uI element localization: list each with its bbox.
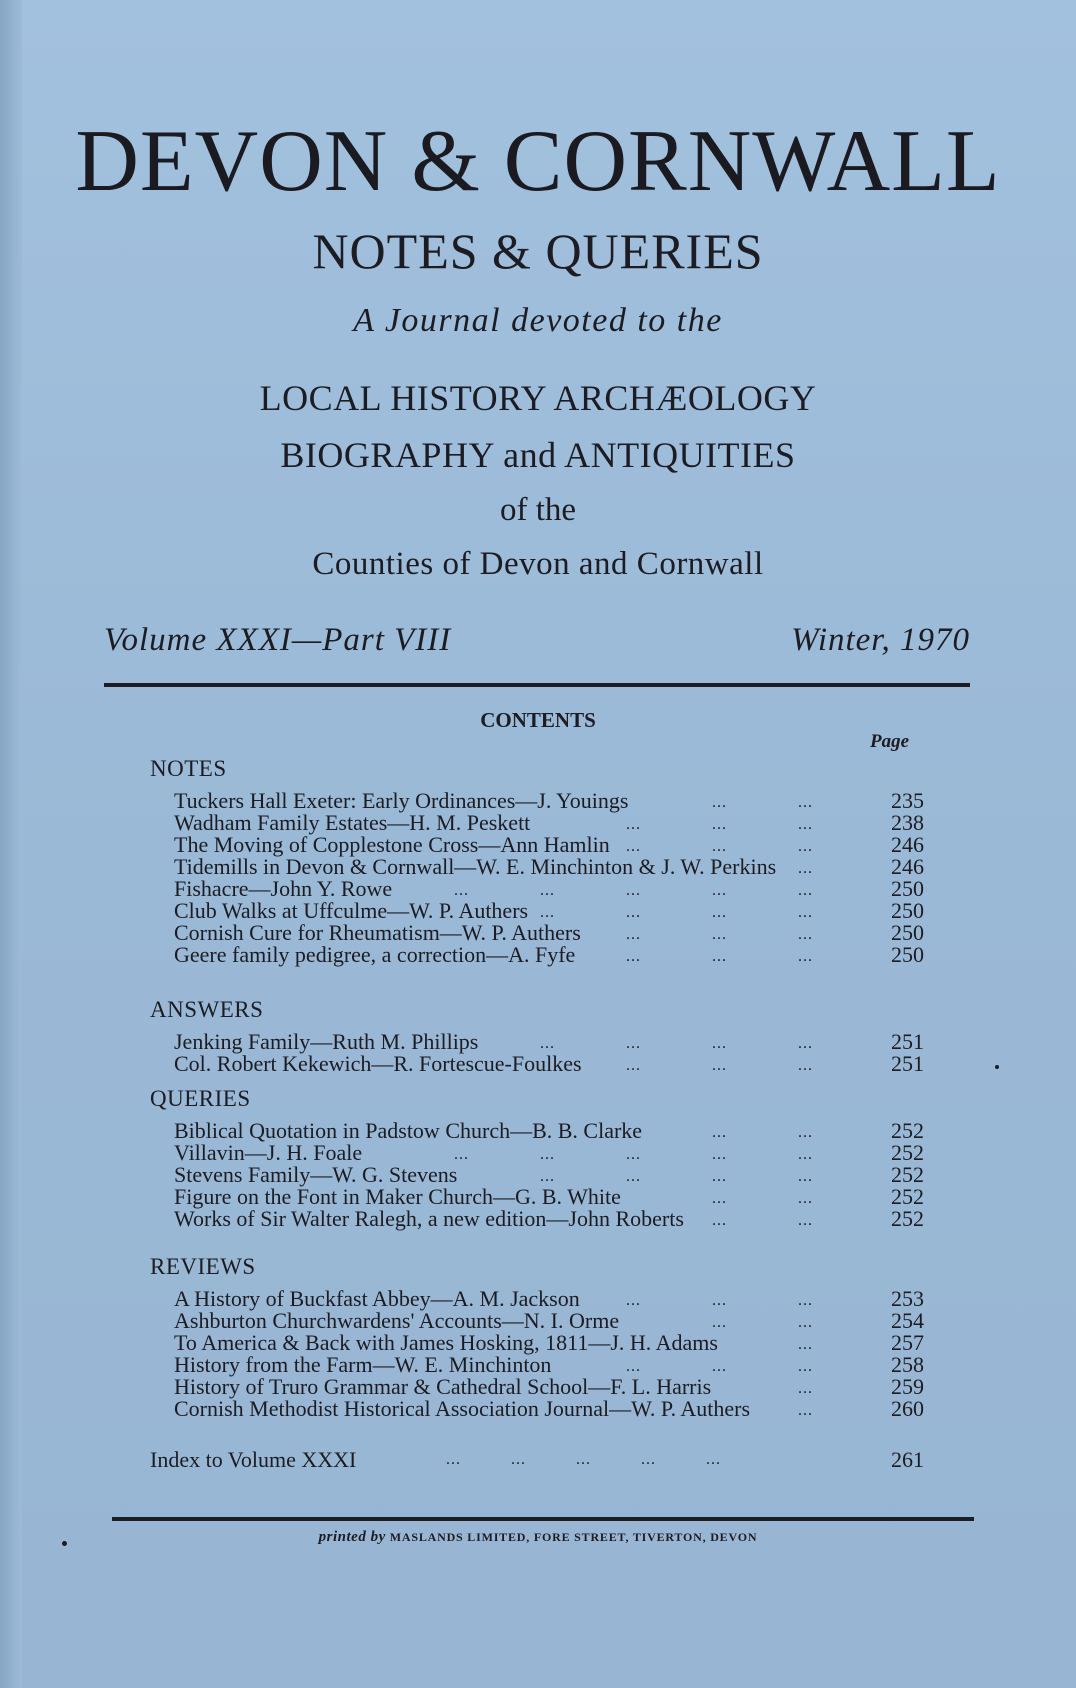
entry-title: History of Truro Grammar & Cathedral School—F. L. Harris: [174, 1374, 712, 1399]
contents-entry: Cornish Methodist Historical Association Journal—W. P. Authers ... 260: [174, 1396, 924, 1421]
entry-title: Ashburton Churchwardens' Accounts—N. I. Orme: [174, 1308, 620, 1333]
entry-page-number: 258: [891, 1352, 924, 1377]
entry-page-number: 252: [891, 1118, 924, 1143]
entry-page-number: 254: [891, 1308, 924, 1333]
contents-entry: Works of Sir Walter Ralegh, a new edition—John Roberts ... ... 252: [174, 1206, 924, 1231]
entry-page-number: 250: [891, 898, 924, 923]
contents-entry: Jenking Family—Ruth M. Phillips ... ... ... ... 251: [174, 1029, 924, 1054]
entry-page-number: 251: [891, 1051, 924, 1076]
contents-entry: Tidemills in Devon & Cornwall—W. E. Minchinton & J. W. Perkins ... 246: [174, 854, 924, 879]
entry-title: Fishacre—John Y. Rowe: [174, 876, 393, 901]
entry-page-number: 257: [891, 1330, 924, 1355]
section-title-answers: ANSWERS: [150, 997, 264, 1022]
entry-title: Figure on the Font in Maker Church—G. B. White: [174, 1184, 621, 1209]
index-entry-leader: ... ... ... ... ...: [446, 1451, 721, 1468]
entry-title: Tuckers Hall Exeter: Early Ordinances—J. Youings: [174, 788, 629, 813]
journal-subtitle: NOTES & QUERIES: [312, 223, 764, 279]
contents-entry: Biblical Quotation in Padstow Church—B. B. Clarke ... ... 252: [174, 1118, 924, 1143]
entry-title: Geere family pedigree, a correction—A. Fyfe: [174, 942, 576, 967]
contents-entry: Ashburton Churchwardens' Accounts—N. I. Orme ... ... 254: [174, 1308, 924, 1333]
section-title-queries: QUERIES: [150, 1086, 251, 1111]
contents-entry: Wadham Family Estates—H. M. Peskett ... ... ... 238: [174, 810, 924, 835]
blurb-line-2: LOCAL HISTORY ARCHÆOLOGY: [259, 378, 817, 418]
entry-page-number: 251: [891, 1029, 924, 1054]
entry-title: Cornish Methodist Historical Association Journal—W. P. Authers: [174, 1396, 751, 1421]
entry-title: Works of Sir Walter Ralegh, a new edition—John Roberts: [174, 1206, 684, 1231]
ink-speck: [62, 1541, 67, 1546]
entry-page-number: 250: [891, 942, 924, 967]
entry-page-number: 252: [891, 1140, 924, 1165]
contents-entry: To America & Back with James Hosking, 1811—J. H. Adams ... 257: [174, 1330, 924, 1355]
contents-entry: Stevens Family—W. G. Stevens ... ... ... ... 252: [174, 1162, 924, 1187]
entry-page-number: 246: [891, 832, 924, 857]
section-title-reviews: REVIEWS: [150, 1254, 256, 1279]
entry-page-number: 253: [891, 1286, 924, 1311]
index-entry-text: Index to Volume XXXI: [150, 1447, 357, 1472]
contents-entry: Fishacre—John Y. Rowe ... ... ... ... ... 250: [174, 876, 924, 901]
entry-page-number: 260: [891, 1396, 924, 1421]
index-entry: [150, 1448, 924, 1472]
entry-title: History from the Farm—W. E. Minchinton: [174, 1352, 552, 1377]
printer-name: MASLANDS LIMITED, FORE STREET, TIVERTON, DEVON: [389, 1530, 758, 1544]
blurb-line-5: Counties of Devon and Cornwall: [312, 546, 764, 582]
entry-page-number: 259: [891, 1374, 924, 1399]
entry-title: Biblical Quotation in Padstow Church—B. B. Clarke: [174, 1118, 643, 1143]
journal-title: DEVON & CORNWALL: [75, 113, 1001, 210]
contents-entry: History of Truro Grammar & Cathedral School—F. L. Harris ... 259: [174, 1374, 924, 1399]
volume-label: Volume XXXI—Part VIII: [104, 622, 452, 658]
entry-page-number: 250: [891, 920, 924, 945]
top-rule: [104, 683, 970, 687]
entry-title: To America & Back with James Hosking, 1811—J. H. Adams: [174, 1330, 718, 1355]
page-column-label: Page: [870, 731, 910, 752]
entry-title: Cornish Cure for Rheumatism—W. P. Authers: [174, 920, 581, 945]
bottom-rule: [112, 1517, 974, 1521]
blurb-line-1: A Journal devoted to the: [353, 302, 723, 339]
blurb-line-4: of the: [499, 492, 577, 528]
section-title-notes: NOTES: [150, 756, 227, 781]
entry-page-number: 252: [891, 1184, 924, 1209]
contents-entry: A History of Buckfast Abbey—A. M. Jackson ... ... ... 253: [174, 1286, 924, 1311]
contents-heading: CONTENTS: [480, 708, 596, 732]
entry-title: Tidemills in Devon & Cornwall—W. E. Minchinton & J. W. Perkins: [174, 854, 777, 879]
entry-page-number: 250: [891, 876, 924, 901]
entry-page-number: 235: [891, 788, 924, 813]
contents-entry: Figure on the Font in Maker Church—G. B. White ... ... 252: [174, 1184, 924, 1209]
contents-entry: Geere family pedigree, a correction—A. Fyfe ... ... ... 250: [174, 942, 924, 967]
contents-entry: Cornish Cure for Rheumatism—W. P. Authers ... ... ... 250: [174, 920, 924, 945]
entry-title: Stevens Family—W. G. Stevens: [174, 1162, 458, 1187]
contents-entry: Villavin—J. H. Foale ... ... ... ... ... 252: [174, 1140, 924, 1165]
blurb-line-3: BIOGRAPHY and ANTIQUITIES: [280, 435, 796, 475]
entry-page-number: 238: [891, 810, 924, 835]
contents-entry: The Moving of Copplestone Cross—Ann Hamlin ... ... ... 246: [174, 832, 924, 857]
entry-page-number: 252: [891, 1162, 924, 1187]
contents-entry: Col. Robert Kekewich—R. Fortescue-Foulkes ... ... ... 251: [174, 1051, 924, 1076]
printer-imprint: [0, 1530, 1076, 1545]
printed-by-label: printed by: [318, 1529, 386, 1545]
entry-title: Jenking Family—Ruth M. Phillips: [174, 1029, 479, 1054]
entry-title: Villavin—J. H. Foale: [174, 1140, 363, 1165]
entry-page-number: 246: [891, 854, 924, 879]
contents-entry: Club Walks at Uffculme—W. P. Authers ... ... ... ... 250: [174, 898, 924, 923]
ink-speck: [995, 1065, 999, 1069]
season-label: Winter, 1970: [791, 622, 970, 658]
index-entry-page: 261: [891, 1447, 924, 1472]
contents-entry: History from the Farm—W. E. Minchinton ... ... ... 258: [174, 1352, 924, 1377]
contents-entry: Tuckers Hall Exeter: Early Ordinances—J. Youings ... ... 235: [174, 788, 924, 813]
entry-title: Wadham Family Estates—H. M. Peskett: [174, 810, 531, 835]
entry-page-number: 252: [891, 1206, 924, 1231]
entry-title: Club Walks at Uffculme—W. P. Authers: [174, 898, 529, 923]
entry-title: Col. Robert Kekewich—R. Fortescue-Foulkes: [174, 1051, 582, 1076]
entry-title: A History of Buckfast Abbey—A. M. Jackson: [174, 1286, 580, 1311]
entry-title: The Moving of Copplestone Cross—Ann Hamlin: [174, 832, 610, 857]
